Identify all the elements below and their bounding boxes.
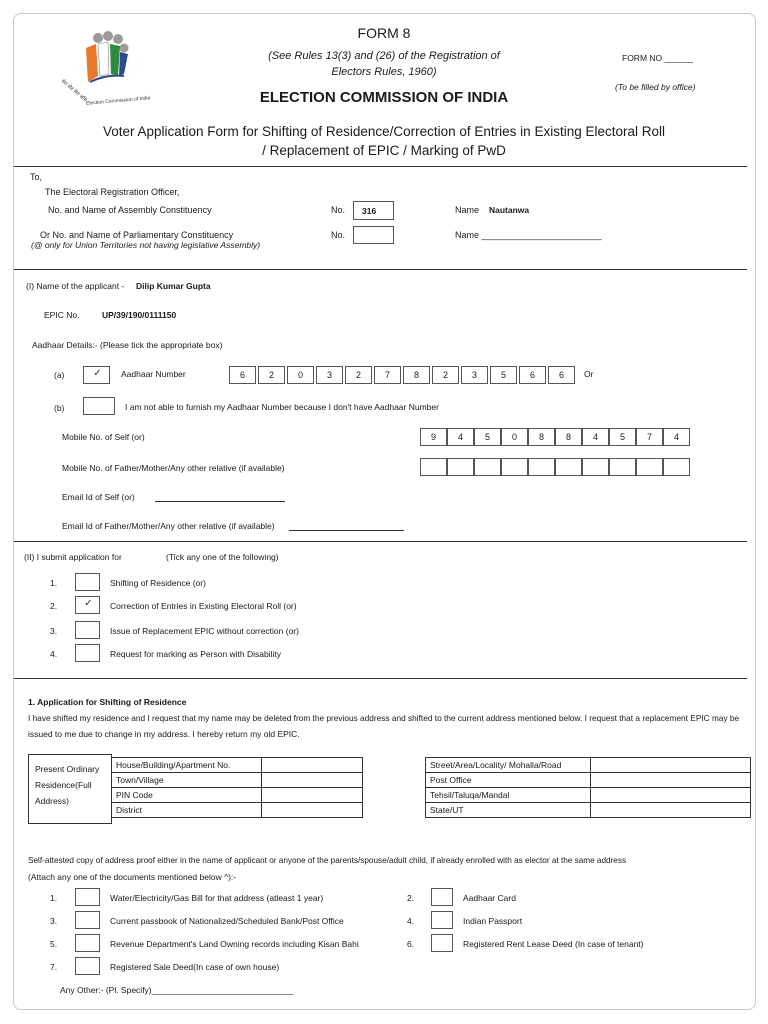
applicant-name-label: (I) Name of the applicant -: [26, 281, 125, 291]
town-field[interactable]: [262, 773, 363, 788]
ero-label: The Electoral Registration Officer,: [45, 187, 180, 197]
rules-line-2: Electors Rules, 1960): [331, 66, 437, 78]
pc-note: (@ only for Union Territories not having legislative Assembly): [31, 240, 261, 250]
state-label: State/UT: [426, 803, 591, 818]
to-label: To,: [30, 172, 43, 182]
aadhaar-digit-cell[interactable]: 6: [519, 366, 546, 384]
district-label: District: [112, 803, 262, 818]
email-relative-field[interactable]: [289, 530, 404, 531]
check-icon: ✓: [93, 368, 102, 379]
house-field[interactable]: [262, 758, 363, 773]
pin-field[interactable]: [262, 788, 363, 803]
shifting-heading: 1. Application for Shifting of Residence: [28, 697, 187, 707]
address-table-left: [111, 757, 363, 818]
aadhaar-digit-cell[interactable]: 2: [258, 366, 285, 384]
document-label: Water/Electricity/Gas Bill for that address (atleast 1 year): [110, 893, 324, 903]
present-label-2: Residence(Full: [35, 780, 92, 790]
mobile-digit-cell[interactable]: 5: [609, 428, 636, 446]
mobile-relative-label: Mobile No. of Father/Mother/Any other relative (if available): [62, 463, 285, 473]
mobile-digit-cell[interactable]: 8: [528, 428, 555, 446]
any-other-label: Any Other:- (Pl. Specify)______________________________: [60, 985, 294, 995]
mobile-relative-digit-cell[interactable]: [582, 458, 609, 476]
purpose-option-label: Correction of Entries in Existing Electoral Roll (or): [110, 601, 297, 611]
or-label: Or: [584, 369, 594, 379]
document-label: Registered Sale Deed(In case of own house): [110, 962, 280, 972]
post-office-field[interactable]: [591, 773, 751, 788]
mobile-digit-cell[interactable]: 4: [582, 428, 609, 446]
mobile-digit-cell[interactable]: 7: [636, 428, 663, 446]
post-office-label: Post Office: [426, 773, 591, 788]
divider: [14, 166, 747, 167]
document-number: 7.: [50, 962, 58, 972]
document-checkbox[interactable]: [431, 888, 453, 906]
tehsil-label: Tehsil/Taluqa/Mandal: [426, 788, 591, 803]
mobile-relative-digit-cell[interactable]: [636, 458, 663, 476]
document-checkbox[interactable]: [75, 934, 100, 952]
no-aadhaar-label: I am not able to furnish my Aadhaar Number because I don't have Aadhaar Number: [125, 402, 439, 412]
document-label: Current passbook of Nationalized/Scheduled Bank/Post Office: [110, 916, 344, 926]
ac-no-field[interactable]: 316: [353, 201, 394, 220]
email-relative-label: [62, 521, 404, 531]
aadhaar-digit-cell[interactable]: 0: [287, 366, 314, 384]
document-number: 6.: [407, 939, 415, 949]
form-subtitle-1: Voter Application Form for Shifting of Residence/Correction of Entries in Existing Electoral Roll: [102, 124, 665, 139]
no-aadhaar-checkbox[interactable]: [83, 397, 115, 415]
pc-name-label: Name ________________________: [455, 230, 602, 240]
aadhaar-digit-cell[interactable]: 2: [345, 366, 372, 384]
tehsil-field[interactable]: [591, 788, 751, 803]
ac-name-label: Name: [455, 205, 480, 215]
document-checkbox[interactable]: [75, 911, 100, 929]
purpose-option-checkbox[interactable]: [75, 573, 100, 591]
mobile-relative-digit-cell[interactable]: [501, 458, 528, 476]
document-number: 1.: [50, 893, 58, 903]
mobile-relative-digit-cell[interactable]: [609, 458, 636, 476]
epic-number: UP/39/190/0111150: [102, 310, 177, 320]
ac-no-label: No.: [331, 205, 346, 215]
mobile-relative-digit-cell[interactable]: [474, 458, 501, 476]
aadhaar-details-label: Aadhaar Details:- (Please tick the appropriate box): [32, 340, 223, 350]
purpose-option-label: Issue of Replacement EPIC without correction (or): [110, 626, 299, 636]
email-self-field[interactable]: [155, 501, 285, 502]
house-label: House/Building/Apartment No.: [112, 758, 262, 773]
mobile-self-label: Mobile No. of Self (or): [62, 432, 145, 442]
mobile-digit-cell[interactable]: 4: [663, 428, 690, 446]
email-self-label: [62, 492, 285, 502]
document-label: Registered Rent Lease Deed (In case of tenant): [463, 939, 644, 949]
purpose-label: (II) I submit application for: [24, 552, 122, 562]
document-label: Indian Passport: [463, 916, 523, 926]
mobile-digit-cell[interactable]: 8: [555, 428, 582, 446]
aadhaar-digit-cell[interactable]: 6: [548, 366, 575, 384]
pc-label: Or No. and Name of Parliamentary Constituency: [40, 230, 234, 240]
divider: [14, 541, 747, 542]
document-checkbox[interactable]: [75, 957, 100, 975]
option-b-label: (b): [54, 403, 65, 413]
purpose-option-number: 4.: [50, 649, 58, 659]
mobile-relative-digit-cell[interactable]: [420, 458, 447, 476]
aadhaar-digit-cell[interactable]: 5: [490, 366, 517, 384]
document-checkbox[interactable]: [431, 911, 453, 929]
mobile-digit-cell[interactable]: 0: [501, 428, 528, 446]
mobile-relative-digit-cell[interactable]: [447, 458, 474, 476]
mobile-digit-cell[interactable]: 9: [420, 428, 447, 446]
aadhaar-digit-cell[interactable]: 3: [316, 366, 343, 384]
present-label-3: Address): [35, 796, 70, 806]
ac-label: No. and Name of Assembly Constituency: [48, 205, 212, 215]
purpose-option-number: 3.: [50, 626, 58, 636]
document-label: Revenue Department's Land Owning records including Kisan Bahi: [110, 939, 359, 949]
aadhaar-digit-cell[interactable]: 7: [374, 366, 401, 384]
purpose-option-checkbox[interactable]: [75, 596, 100, 614]
address-table-right: [425, 757, 751, 818]
shifting-para-1: I have shifted my residence and I request that my name may be deleted from the previous address and shifted to the current address mentioned below. I request that a replacement EPIC may be: [28, 713, 740, 723]
purpose-option-checkbox[interactable]: [75, 644, 100, 662]
pc-no-label: No.: [331, 230, 346, 240]
pin-label: PIN Code: [112, 788, 262, 803]
form-title: FORM 8: [357, 25, 411, 41]
commission-name: ELECTION COMMISSION OF INDIA: [259, 89, 509, 106]
applicant-name: Dilip Kumar Gupta: [136, 281, 211, 291]
mobile-relative-digit-cell[interactable]: [555, 458, 582, 476]
mobile-digit-cell[interactable]: 5: [474, 428, 501, 446]
town-label: Town/Village: [112, 773, 262, 788]
purpose-option-number: 1.: [50, 578, 58, 588]
aadhaar-digit-cell[interactable]: 3: [461, 366, 488, 384]
state-field[interactable]: [591, 803, 751, 818]
aadhaar-number-label: Aadhaar Number: [121, 369, 186, 379]
document-number: 3.: [50, 916, 58, 926]
logo-arc-text-1: मेरा वोट मेरा अधि: [59, 78, 88, 104]
filled-by-office: (To be filled by office): [615, 82, 696, 92]
aadhaar-checkbox[interactable]: [83, 366, 110, 384]
divider: [14, 269, 747, 270]
document-number: 5.: [50, 939, 58, 949]
pc-no-field[interactable]: [353, 226, 394, 244]
aadhaar-digit-cell[interactable]: 8: [403, 366, 430, 384]
document-checkbox[interactable]: [431, 934, 453, 952]
present-address-label: [28, 754, 112, 824]
purpose-option-label: Request for marking as Person with Disability: [110, 649, 282, 659]
rules-line-1: (See Rules 13(3) and (26) of the Registration of: [268, 50, 500, 62]
street-field[interactable]: [591, 758, 751, 773]
option-a-label: (a): [54, 370, 65, 380]
mobile-relative-digit-cell[interactable]: [528, 458, 555, 476]
logo-arc-text-2: Election Commission of India: [85, 95, 151, 107]
shifting-para-2: issued to me due to change in my address. I hereby return my old EPIC.: [28, 729, 300, 739]
purpose-option-checkbox[interactable]: [75, 621, 100, 639]
mobile-digit-cell[interactable]: 4: [447, 428, 474, 446]
purpose-tick-note: (Tick any one of the following): [166, 552, 279, 562]
document-label: Aadhaar Card: [463, 893, 516, 903]
purpose-option-label: Shifting of Residence (or): [110, 578, 206, 588]
email-relative-text: Email Id of Father/Mother/Any other relative (if available): [62, 521, 275, 531]
present-label-1: Present Ordinary: [35, 764, 100, 774]
aadhaar-digit-cell[interactable]: 2: [432, 366, 459, 384]
proof-line-1: Self-attested copy of address proof either in the name of applicant or anyone of the parents/spouse/adult child, if already enrolled with as elector at the same address: [28, 856, 627, 865]
divider: [14, 678, 747, 679]
document-number: 4.: [407, 916, 415, 926]
check-icon: ✓: [84, 598, 93, 609]
document-checkbox[interactable]: [75, 888, 100, 906]
document-number: 2.: [407, 893, 415, 903]
form-no: FORM NO ______: [622, 53, 693, 63]
email-self-text: Email Id of Self (or): [62, 492, 135, 502]
aadhaar-digit-cell[interactable]: 6: [229, 366, 256, 384]
mobile-relative-digit-cell[interactable]: [663, 458, 690, 476]
epic-label: EPIC No.: [44, 310, 80, 320]
district-field[interactable]: [262, 803, 363, 818]
proof-line-2: (Attach any one of the documents mentioned below ^):-: [28, 872, 237, 882]
form-subtitle-2: / Replacement of EPIC / Marking of PwD: [262, 143, 506, 158]
ac-name-value: Nautanwa: [489, 205, 530, 215]
street-label: Street/Area/Locality/ Mohalla/Road: [426, 758, 591, 773]
purpose-option-number: 2.: [50, 601, 58, 611]
